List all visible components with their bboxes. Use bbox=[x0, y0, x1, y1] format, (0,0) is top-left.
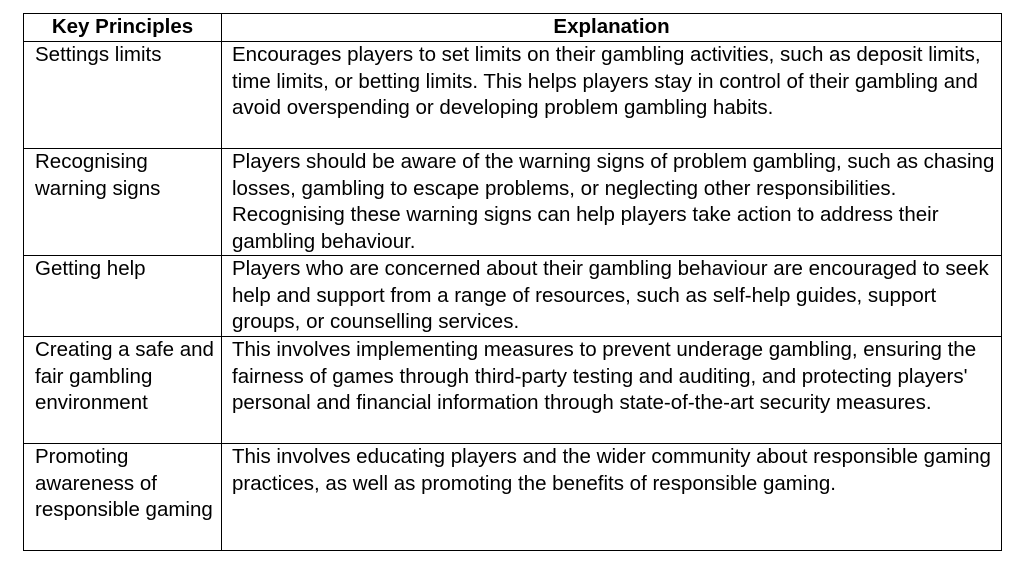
header-key-principles: Key Principles bbox=[24, 14, 222, 42]
table-row bbox=[24, 149, 1002, 256]
header-explanation: Explanation bbox=[222, 14, 1002, 42]
table-row bbox=[24, 256, 1002, 337]
row-explanation-cell: Encourages players to set limits on their gambling activities, such as deposit limits, time limits, or betting limits. This helps players stay in control of their gambling and avoid overspending or developing problem gambling habits. bbox=[222, 42, 1002, 149]
row-key-cell: Settings limits bbox=[24, 42, 222, 149]
table-row bbox=[24, 444, 1002, 551]
row-explanation-cell: Players should be aware of the warning signs of problem gambling, such as chasing losses, gambling to escape problems, or neglecting other responsibilities. Recognising these warning signs can help players take action to address their gambling behaviour. bbox=[222, 149, 1002, 256]
row-key-cell: Creating a safe and fair gambling environment bbox=[24, 337, 222, 444]
row-explanation-cell: This involves implementing measures to prevent underage gambling, ensuring the fairness of games through third-party testing and auditing, and protecting players' personal and financial information through state-of-the-art security measures. bbox=[222, 337, 1002, 444]
table-header-row bbox=[24, 14, 1002, 42]
row-key-cell: Promoting awareness of responsible gaming bbox=[24, 444, 222, 551]
row-explanation-cell: This involves educating players and the wider community about responsible gaming practices, as well as promoting the benefits of responsible gaming. bbox=[222, 444, 1002, 551]
row-key-cell: Recognising warning signs bbox=[24, 149, 222, 256]
table-row bbox=[24, 337, 1002, 444]
row-key-cell: Getting help bbox=[24, 256, 222, 337]
row-explanation-cell: Players who are concerned about their gambling behaviour are encouraged to seek help and support from a range of resources, such as self-help guides, support groups, or counselling services. bbox=[222, 256, 1002, 337]
table-row bbox=[24, 42, 1002, 149]
principles-table bbox=[23, 13, 1002, 551]
